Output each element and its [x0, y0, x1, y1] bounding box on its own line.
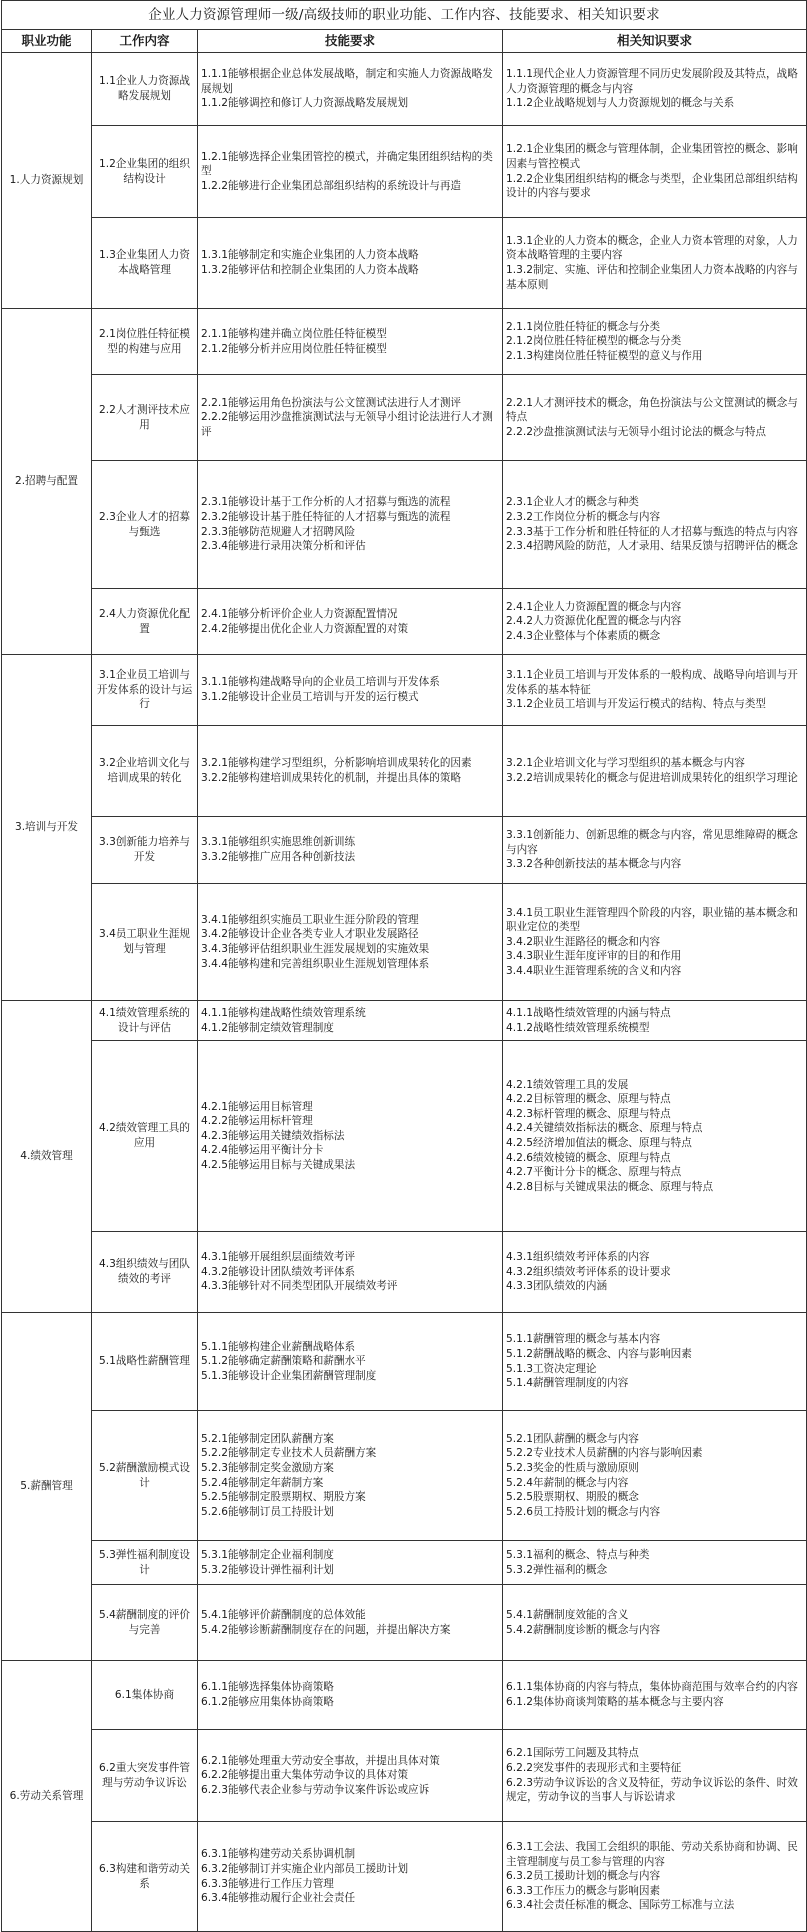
skill-line: 5.3.1能够制定企业福利制度 [201, 1548, 334, 1561]
skill-line: 4.2.2能够运用标杆管理 [201, 1115, 313, 1128]
skills-cell [198, 1313, 503, 1411]
knowledge-line: 1.3.2制定、实施、评估和控制企业集团人力资本战略的内容与基本原则 [506, 264, 798, 291]
skill-line: 5.1.3能够设计企业集团薪酬管理制度 [201, 1369, 377, 1382]
knowledge-line: 4.2.3标杆管理的概念、原理与特点 [506, 1107, 671, 1120]
knowledge-line: 4.2.2目标管理的概念、原理与特点 [506, 1093, 671, 1106]
work-content-cell: 1.2企业集团的组织结构设计 [92, 126, 198, 218]
knowledge-line: 3.1.1企业员工培训与开发体系的一般构成、战略导向培训与开发体系的基本特征 [506, 669, 798, 696]
table-row [2, 1411, 807, 1541]
function-cell: 1.人力资源规划 [2, 53, 92, 309]
table-row [2, 655, 807, 726]
knowledge-line: 4.3.3团队绩效的内涵 [506, 1280, 608, 1293]
knowledge-cell [503, 1585, 807, 1661]
work-content-cell: 5.2薪酬激励模式设计 [92, 1411, 198, 1541]
knowledge-line: 5.1.1薪酬管理的概念与基本内容 [506, 1333, 661, 1346]
knowledge-line: 2.4.1企业人力资源配置的概念与内容 [506, 600, 682, 613]
knowledge-line: 1.2.2企业集团组织结构的概念与类型，企业集团总部组织结构设计的内容与要求 [506, 172, 798, 200]
knowledge-line: 4.2.1绩效管理工具的发展 [506, 1078, 629, 1091]
work-content-cell: 2.4人力资源优化配置 [92, 589, 198, 655]
skills-cell [198, 589, 503, 655]
skill-line: 3.4.1能够组织实施员工职业生涯分阶段的管理 [201, 913, 419, 926]
knowledge-line: 4.3.1组织绩效考评体系的内容 [506, 1251, 650, 1264]
knowledge-line: 6.2.2突发事件的表现形式和主要特征 [506, 1761, 682, 1774]
knowledge-cell [503, 726, 807, 817]
knowledge-line: 5.2.2专业技术人员薪酬的内容与影响因素 [506, 1447, 703, 1460]
knowledge-line: 2.3.1企业人才的概念与种类 [506, 496, 639, 509]
skill-line: 3.4.3能够评估组织职业生涯发展规划的实施效果 [201, 943, 430, 955]
table-row [2, 461, 807, 589]
table-row [2, 126, 807, 218]
work-content-cell: 2.1岗位胜任特征模型的构建与应用 [92, 309, 198, 375]
knowledge-line: 4.2.4关键绩效指标法的概念、原理与特点 [506, 1122, 703, 1135]
knowledge-line: 5.2.3奖金的性质与激励原则 [506, 1461, 639, 1474]
knowledge-cell [503, 884, 807, 1001]
work-content-cell: 5.3弹性福利制度设计 [92, 1541, 198, 1585]
knowledge-line: 5.2.5股票期权、期股的概念 [506, 1491, 639, 1504]
skill-line: 3.4.4能够构建和完善组织职业生涯规划管理体系 [201, 957, 430, 970]
knowledge-cell [503, 1313, 807, 1411]
skills-cell [198, 375, 503, 461]
knowledge-line: 5.2.6员工持股计划的概念与内容 [506, 1505, 661, 1518]
knowledge-cell [503, 1041, 807, 1232]
knowledge-line: 3.2.2培训成果转化的概念与促进培训成果转化的组织学习理论 [506, 772, 798, 784]
knowledge-line: 4.1.1战略性绩效管理的内涵与特点 [506, 1006, 671, 1019]
skill-line: 1.2.2能够进行企业集团总部组织结构的系统设计与再造 [201, 179, 462, 192]
knowledge-cell [503, 1001, 807, 1041]
knowledge-cell [503, 655, 807, 726]
knowledge-cell [503, 218, 807, 309]
knowledge-line: 1.3.1企业的人力资本的概念，企业人力资本管理的对象，人力资本战略管理的主要内容 [506, 234, 798, 262]
knowledge-line: 5.3.1福利的概念、特点与种类 [506, 1548, 650, 1561]
table-row [2, 309, 807, 375]
knowledge-line: 5.2.1团队薪酬的概念与内容 [506, 1432, 639, 1445]
work-content-cell: 6.2重大突发事件管理与劳动争议诉讼 [92, 1730, 198, 1822]
knowledge-line: 6.2.3劳动争议诉讼的含义及特征，劳动争议诉讼的条件、时效规定，劳动争议的当事人与诉讼请求 [506, 1776, 798, 1804]
table-row [2, 375, 807, 461]
knowledge-line: 6.3.4社会责任标准的概念、国际劳工标准与立法 [506, 1899, 735, 1912]
knowledge-line: 2.1.2岗位胜任特征模型的概念与分类 [506, 335, 682, 348]
table-body [2, 53, 807, 1932]
work-content-cell: 5.4薪酬制度的评价与完善 [92, 1585, 198, 1661]
skills-cell [198, 884, 503, 1001]
knowledge-line: 5.4.1薪酬制度效能的含义 [506, 1608, 629, 1621]
skills-cell [198, 726, 503, 817]
skills-cell [198, 1730, 503, 1822]
knowledge-line: 2.4.2人力资源优化配置的概念与内容 [506, 615, 682, 628]
skill-line: 6.2.1能够处理重大劳动安全事故，并提出具体对策 [201, 1754, 440, 1767]
knowledge-line: 3.4.3职业生涯年度评审的目的和作用 [506, 950, 682, 963]
skill-line: 1.3.1能够制定和实施企业集团的人力资本战略 [201, 249, 419, 262]
skill-line: 6.3.1能够构建劳动关系协调机制 [201, 1848, 356, 1861]
skill-line: 1.2.1能够选择企业集团管控的模式，并确定集团组织结构的类型 [201, 150, 493, 178]
knowledge-line: 5.4.2薪酬制度诊断的概念与内容 [506, 1623, 661, 1636]
work-content-cell: 4.3组织绩效与团队绩效的考评 [92, 1232, 198, 1313]
table-row [2, 1001, 807, 1041]
skill-line: 6.3.4能够推动履行企业社会责任 [201, 1892, 356, 1905]
work-content-cell: 2.2人才测评技术应用 [92, 375, 198, 461]
knowledge-line: 3.4.2职业生涯路径的概念和内容 [506, 935, 661, 948]
knowledge-cell [503, 461, 807, 589]
knowledge-cell [503, 53, 807, 126]
knowledge-cell [503, 1661, 807, 1730]
work-content-cell: 3.4员工职业生涯规划与管理 [92, 884, 198, 1001]
function-cell: 3.培训与开发 [2, 655, 92, 1001]
skill-line: 5.2.1能够制定团队薪酬方案 [201, 1432, 334, 1445]
skill-line: 5.3.2能够设计弹性福利计划 [201, 1563, 334, 1576]
skill-line: 3.2.1能够构建学习型组织，分析影响培训成果转化的因素 [201, 757, 472, 770]
table-row [2, 884, 807, 1001]
skill-line: 2.3.4能够进行录用决策分析和评估 [201, 540, 366, 553]
skill-line: 5.2.5能够制定股票期权、期股方案 [201, 1491, 366, 1504]
skill-line: 5.2.3能够制定奖金激励方案 [201, 1461, 334, 1474]
knowledge-line: 4.2.6绩效棱镜的概念、原理与特点 [506, 1151, 671, 1164]
skills-cell [198, 53, 503, 126]
knowledge-line: 2.4.3企业整体与个体素质的概念 [506, 629, 661, 642]
knowledge-line: 3.4.1员工职业生涯管理四个阶段的内容，职业锚的基本概念和职业定位的类型 [506, 906, 798, 934]
table-row [2, 1541, 807, 1585]
skill-line: 5.2.2能够制定专业技术人员薪酬方案 [201, 1447, 377, 1460]
skills-cell [198, 1822, 503, 1932]
knowledge-line: 5.2.4年薪制的概念与内容 [506, 1476, 629, 1489]
knowledge-line: 6.2.1国际劳工问题及其特点 [506, 1747, 639, 1760]
skill-line: 4.3.2能够设计团队绩效考评体系 [201, 1265, 356, 1278]
work-content-cell: 4.1绩效管理系统的设计与评估 [92, 1001, 198, 1041]
work-content-cell: 6.1集体协商 [92, 1661, 198, 1730]
table-row [2, 1313, 807, 1411]
knowledge-cell [503, 375, 807, 461]
work-content-cell: 6.3构建和谐劳动关系 [92, 1822, 198, 1932]
knowledge-line: 3.2.1企业培训文化与学习型组织的基本概念与内容 [506, 757, 745, 770]
skill-line: 5.1.1能够构建企业薪酬战略体系 [201, 1340, 356, 1353]
header-skills: 技能要求 [198, 30, 503, 53]
skill-line: 6.1.1能够选择集体协商策略 [201, 1681, 334, 1694]
knowledge-line: 6.3.1工会法、我国工会组织的职能、劳动关系协商和协调、民主管理制度与员工参与管理的内容 [506, 1841, 798, 1868]
work-content-cell: 3.3创新能力培养与开发 [92, 817, 198, 884]
knowledge-line: 2.2.2沙盘推演测试法与无领导小组讨论法的概念与特点 [506, 425, 767, 438]
skills-cell [198, 218, 503, 309]
knowledge-line: 2.3.2工作岗位分析的概念与内容 [506, 510, 661, 523]
knowledge-line: 6.3.2员工援助计划的概念与内容 [506, 1870, 661, 1883]
skills-cell [198, 1001, 503, 1041]
knowledge-line: 4.2.5经济增加值法的概念、原理与特点 [506, 1137, 692, 1149]
work-content-cell: 2.3企业人才的招募与甄选 [92, 461, 198, 589]
skills-cell [198, 1541, 503, 1585]
knowledge-cell [503, 817, 807, 884]
knowledge-line: 4.2.8目标与关键成果法的概念、原理与特点 [506, 1180, 714, 1193]
skill-line: 5.2.6能够制订员工持股计划 [201, 1505, 334, 1518]
skill-line: 6.3.2能够制订并实施企业内部员工援助计划 [201, 1862, 409, 1875]
skill-line: 2.4.2能够提出优化企业人力资源配置的对策 [201, 622, 409, 635]
knowledge-cell [503, 1822, 807, 1932]
table-row [2, 817, 807, 884]
skill-line: 4.2.5能够运用目标与关键成果法 [201, 1158, 356, 1171]
skills-cell [198, 1041, 503, 1232]
header-function: 职业功能 [2, 30, 92, 53]
skill-line: 1.1.2能够调控和修订人力资源战略发展规划 [201, 97, 409, 110]
table-row [2, 1232, 807, 1313]
skill-line: 5.1.2能够确定薪酬策略和薪酬水平 [201, 1355, 366, 1368]
knowledge-cell [503, 1730, 807, 1822]
table-row [2, 1730, 807, 1822]
skill-line: 6.2.2能够提出重大集体劳动争议的具体对策 [201, 1769, 409, 1782]
skill-line: 5.4.2能够诊断薪酬制度存在的问题，并提出解决方案 [201, 1623, 451, 1636]
skill-line: 4.2.1能够运用目标管理 [201, 1100, 313, 1113]
knowledge-line: 1.2.1企业集团的概念与管理体制，企业集团管控的概念、影响因素与管控模式 [506, 143, 798, 170]
knowledge-line: 5.1.3工资决定理论 [506, 1362, 597, 1375]
skill-line: 6.3.3能够进行工作压力管理 [201, 1877, 334, 1890]
skills-cell [198, 655, 503, 726]
skill-line: 3.3.2能够推广应用各种创新技法 [201, 851, 356, 863]
knowledge-line: 6.1.2集体协商谈判策略的基本概念与主要内容 [506, 1696, 724, 1708]
header-row [2, 30, 807, 53]
knowledge-line: 1.1.1现代企业人力资源管理不同历史发展阶段及其特点，战略人力资源管理的概念与内容 [506, 68, 798, 95]
skill-line: 5.2.4能够制定年薪制方案 [201, 1476, 324, 1489]
work-content-cell: 5.1战略性薪酬管理 [92, 1313, 198, 1411]
knowledge-line: 1.1.2企业战略规划与人力资源规划的概念与关系 [506, 97, 735, 110]
skill-line: 3.1.1能够构建战略导向的企业员工培训与开发体系 [201, 676, 440, 689]
table-row [2, 1661, 807, 1730]
competency-table [1, 0, 807, 1932]
knowledge-line: 5.1.2薪酬战略的概念、内容与影响因素 [506, 1347, 692, 1360]
skills-cell [198, 817, 503, 884]
skills-cell [198, 1411, 503, 1541]
work-content-cell: 1.3企业集团人力资本战略管理 [92, 218, 198, 309]
header-content: 工作内容 [92, 30, 198, 53]
skill-line: 1.3.2能够评估和控制企业集团的人力资本战略 [201, 264, 419, 276]
knowledge-cell [503, 1541, 807, 1585]
skill-line: 2.1.2能够分析并应用岗位胜任特征模型 [201, 342, 387, 355]
skill-line: 4.1.2能够制定绩效管理制度 [201, 1021, 334, 1034]
table-title: 企业人力资源管理师一级/高级技师的职业功能、工作内容、技能要求、相关知识要求 [2, 1, 807, 30]
skill-line: 3.3.1能够组织实施思维创新训练 [201, 836, 356, 849]
knowledge-line: 4.3.2组织绩效考评体系的设计要求 [506, 1265, 671, 1278]
skill-line: 1.1.1能够根据企业总体发展战略，制定和实施人力资源战略发展规划 [201, 68, 493, 95]
skills-cell [198, 1661, 503, 1730]
table-row [2, 53, 807, 126]
skill-line: 2.2.1能够运用角色扮演法与公文筐测试法进行人才测评 [201, 396, 462, 409]
knowledge-line: 3.3.2各种创新技法的基本概念与内容 [506, 858, 682, 871]
skill-line: 2.3.1能够设计基于工作分析的人才招募与甄选的流程 [201, 496, 451, 509]
skill-line: 2.1.1能够构建并确立岗位胜任特征模型 [201, 327, 387, 340]
skill-line: 3.2.2能够构建培训成果转化的机制，并提出具体的策略 [201, 772, 462, 784]
skill-line: 3.1.2能够设计企业员工培训与开发的运行模式 [201, 691, 419, 703]
skill-line: 2.3.2能够设计基于胜任特征的人才招募与甄选的流程 [201, 510, 451, 523]
knowledge-line: 5.1.4薪酬管理制度的内容 [506, 1377, 629, 1390]
function-cell: 6.劳动关系管理 [2, 1661, 92, 1932]
skills-cell [198, 309, 503, 375]
table-row [2, 726, 807, 817]
knowledge-line: 4.2.7平衡计分卡的概念、原理与特点 [506, 1166, 682, 1179]
skill-line: 2.4.1能够分析评价企业人力资源配置情况 [201, 607, 398, 620]
work-content-cell: 3.2企业培训文化与培训成果的转化 [92, 726, 198, 817]
title-row [2, 1, 807, 30]
skill-line: 5.4.1能够评价薪酬制度的总体效能 [201, 1608, 366, 1621]
knowledge-cell [503, 589, 807, 655]
knowledge-line: 5.3.2弹性福利的概念 [506, 1563, 608, 1576]
knowledge-line: 2.2.1人才测评技术的概念，角色扮演法与公文筐测试的概念与特点 [506, 396, 798, 424]
skill-line: 3.4.2能够设计企业各类专业人才职业发展路径 [201, 928, 419, 941]
work-content-cell: 1.1企业人力资源战略发展规划 [92, 53, 198, 126]
skill-line: 2.3.3能够防范规避人才招聘风险 [201, 525, 356, 538]
knowledge-cell [503, 1232, 807, 1313]
table-row [2, 218, 807, 309]
table-row [2, 1822, 807, 1932]
skill-line: 4.2.3能够运用关键绩效指标法 [201, 1129, 345, 1142]
knowledge-line: 6.1.1集体协商的内容与特点，集体协商范围与效率合约的内容 [506, 1681, 798, 1694]
skill-line: 4.3.3能够针对不同类型团队开展绩效考评 [201, 1280, 398, 1293]
knowledge-cell [503, 309, 807, 375]
skill-line: 4.3.1能够开展组织层面绩效考评 [201, 1251, 356, 1264]
knowledge-line: 3.1.2企业员工培训与开发运行模式的结构、特点与类型 [506, 698, 767, 711]
skills-cell [198, 1585, 503, 1661]
knowledge-line: 4.1.2战略性绩效管理系统模型 [506, 1021, 650, 1034]
work-content-cell: 3.1企业员工培训与开发体系的设计与运行 [92, 655, 198, 726]
table-row [2, 1041, 807, 1232]
knowledge-line: 2.3.3基于工作分析和胜任特征的人才招募与甄选的特点与内容 [506, 525, 798, 538]
knowledge-line: 6.3.3工作压力的概念与影响因素 [506, 1884, 661, 1897]
function-cell: 5.薪酬管理 [2, 1313, 92, 1661]
skill-line: 6.1.2能够应用集体协商策略 [201, 1696, 334, 1708]
skill-line: 4.1.1能够构建战略性绩效管理系统 [201, 1006, 366, 1019]
skills-cell [198, 461, 503, 589]
table-row [2, 589, 807, 655]
function-cell: 4.绩效管理 [2, 1001, 92, 1313]
table-row [2, 1585, 807, 1661]
knowledge-cell [503, 126, 807, 218]
skill-line: 6.2.3能够代表企业参与劳动争议案件诉讼或应诉 [201, 1783, 430, 1796]
knowledge-line: 2.1.3构建岗位胜任特征模型的意义与作用 [506, 349, 703, 362]
work-content-cell: 4.2绩效管理工具的应用 [92, 1041, 198, 1232]
function-cell: 2.招聘与配置 [2, 309, 92, 655]
skills-cell [198, 1232, 503, 1313]
skill-line: 4.2.4能够运用平衡计分卡 [201, 1144, 324, 1157]
knowledge-line: 3.3.1创新能力、创新思维的概念与内容，常见思维障碍的概念与内容 [506, 829, 798, 856]
skill-line: 2.2.2能够运用沙盘推演测试法与无领导小组讨论法进行人才测评 [201, 411, 493, 438]
header-knowledge: 相关知识要求 [503, 30, 807, 53]
knowledge-line: 3.4.4职业生涯管理系统的含义和内容 [506, 964, 682, 977]
knowledge-line: 2.1.1岗位胜任特征的概念与分类 [506, 320, 661, 333]
knowledge-cell [503, 1411, 807, 1541]
knowledge-line: 2.3.4招聘风险的防范，人才录用、结果反馈与招聘评估的概念 [506, 540, 798, 553]
skills-cell [198, 126, 503, 218]
